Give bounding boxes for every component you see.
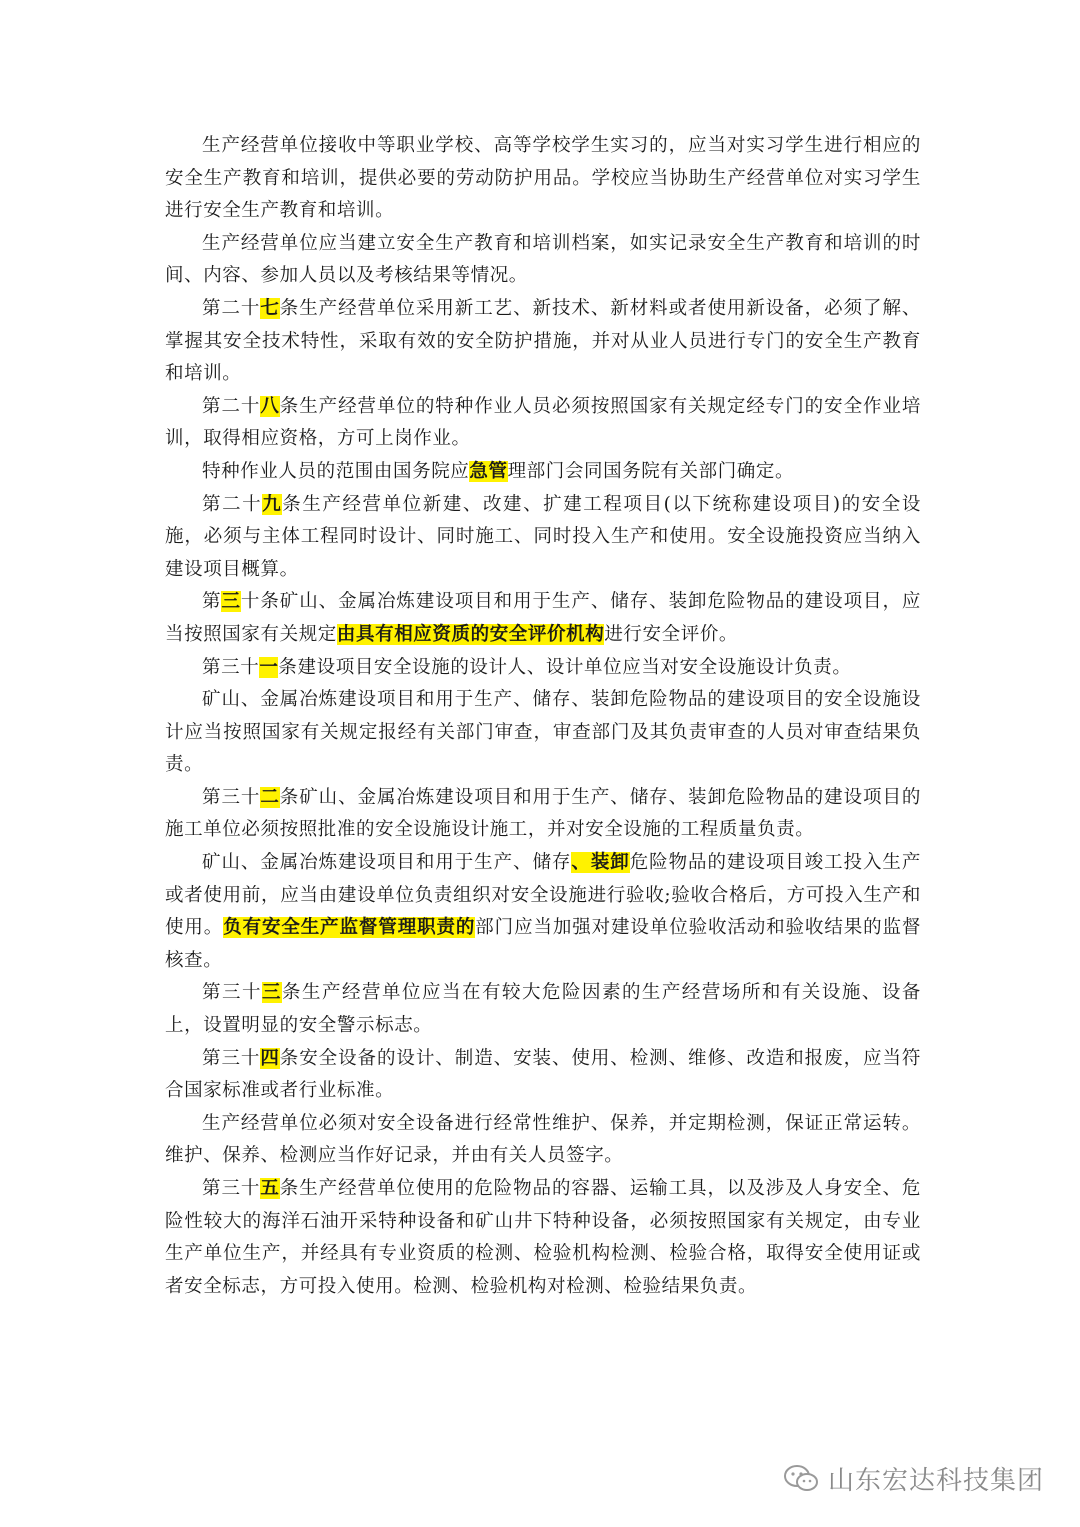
highlighted-text: 四 [260,1047,280,1069]
highlighted-text: 九 [262,493,283,515]
paragraph-text: 部门应当加强对建设单位验收活动和验收结果的监督核查。 [165,917,921,971]
paragraph-text: 第三十 [202,1047,261,1069]
paragraph-text: 理部门会同国务院有关部门确定。 [507,460,795,482]
paragraph [165,652,921,685]
paragraph-text: 第二十 [202,493,263,515]
paragraph-text: 条生产经营单位的特种作业人员必须按照国家有关规定经专门的安全作业培训，取得相应资格，方可上岗作业。 [165,395,921,450]
paragraph-text: 十条矿山、金属冶炼建设项目和用于生产、储存、装卸危险物品的建设项目，应当按照国家有关规定 [165,591,921,645]
paragraph-text: 危险物品的建设项目竣工投入生产或者使用前，应当由建设单位负责组织对安全设施进行验收;验收合格后，方可投入生产和使用。 [165,852,921,939]
highlighted-text: 负有安全生产监督管理职责的 [223,917,476,939]
paragraph [165,456,921,489]
paragraph-text: 第三十 [202,982,262,1004]
paragraph [165,293,921,391]
paragraph-text: 生产经营单位接收中等职业学校、高等学校学生实习的，应当对实习学生进行相应的安全生产教育和培训，提供必要的劳动防护用品。学校应当协助生产经营单位对实习学生进行安全生产教育和培训。 [165,135,921,222]
paragraph-text: 矿山、金属冶炼建设项目和用于生产、储存、装卸危险物品的建设项目的安全设施设计应当按照国家有关规定报经有关部门审查，审查部门及其负责审查的人员对审查结果负责。 [165,689,921,776]
paragraph-text: 第三十 [202,1178,261,1199]
paragraph-text: 条生产经营单位使用的危险物品的容器、运输工具，以及涉及人身安全、危险性较大的海洋石油开采特种设备和矿山井下特种设备，必须按照国家有关规定，由专业生产单位生产，并经具有专业资质的检测、检验机构检测、检验合格，取得安全使用证或者安全标志，方可投入使用。检测、检验机构对检测、检验结果负责。 [165,1178,921,1297]
paragraph-text: 条矿山、金属冶炼建设项目和用于生产、储存、装卸危险物品的建设项目的施工单位必须按照批准的安全设施设计施工，并对安全设施的工程质量负责。 [165,786,921,841]
paragraph [165,782,921,847]
highlighted-text: 八 [260,395,280,417]
watermark [782,1460,1044,1497]
paragraph-text: 条安全设备的设计、制造、安装、使用、检测、维修、改造和报废，应当符合国家标准或者行业标准。 [165,1047,921,1102]
paragraph-text: 特种作业人员的范围由国务院应 [202,460,470,482]
paragraph-text: 生产经营单位必须对安全设备进行经常性维护、保养，并定期检测，保证正常运转。维护、保养、检测应当作好记录，并由有关人员签字。 [165,1112,921,1167]
paragraph-text: 条建设项目安全设施的设计人、设计单位应当对安全设施设计负责。 [278,656,852,678]
paragraph [165,489,921,587]
paragraph-text: 第二十 [202,395,261,417]
paragraph-text: 进行安全评价。 [604,623,739,645]
paragraph [165,130,921,228]
paragraph [165,391,921,456]
paragraph [165,228,921,293]
paragraph-text: 第三十 [202,786,261,808]
paragraph [165,1043,921,1108]
paragraph [165,977,921,1042]
highlighted-text: 三 [221,591,241,613]
paragraph-text: 第 [202,591,222,613]
highlighted-text: 、装卸 [571,852,630,874]
highlighted-text: 五 [260,1178,280,1199]
paragraph [165,586,921,651]
paragraph-text: 生产经营单位应当建立安全生产教育和培训档案，如实记录安全生产教育和培训的时间、内容、参加人员以及考核结果等情况。 [165,232,921,287]
highlighted-text: 二 [260,786,280,808]
wechat-icon [782,1463,820,1495]
highlighted-text: 一 [259,656,279,678]
paragraph-text: 条生产经营单位应当在有较大危险因素的生产经营场所和有关设施、设备上，设置明显的安全警示标志。 [165,982,921,1037]
paragraph-text: 矿山、金属冶炼建设项目和用于生产、储存 [202,852,572,874]
paragraph [165,1173,921,1303]
paragraph [165,847,921,977]
paragraph-text: 第二十 [202,297,261,319]
highlighted-text: 由具有相应资质的安全评价机构 [336,623,605,645]
watermark-text: 山东宏达科技集团 [827,1466,1044,1496]
paragraph-text: 条生产经营单位采用新工艺、新技术、新材料或者使用新设备，必须了解、掌握其安全技术特性，采取有效的安全防护措施，并对从业人员进行专门的安全生产教育和培训。 [165,297,921,385]
highlighted-text: 三 [262,982,282,1004]
paragraph [165,684,921,782]
paragraph-text: 条生产经营单位新建、改建、扩建工程项目(以下统称建设项目)的安全设施，必须与主体工程同时设计、同时施工、同时投入生产和使用。安全设施投资应当纳入建设项目概算。 [165,493,921,580]
highlighted-text: 急管 [469,460,508,482]
paragraph-text: 第三十 [202,656,260,678]
paragraph [165,1108,921,1173]
highlighted-text: 七 [260,297,280,319]
regulation-text [165,130,921,1303]
